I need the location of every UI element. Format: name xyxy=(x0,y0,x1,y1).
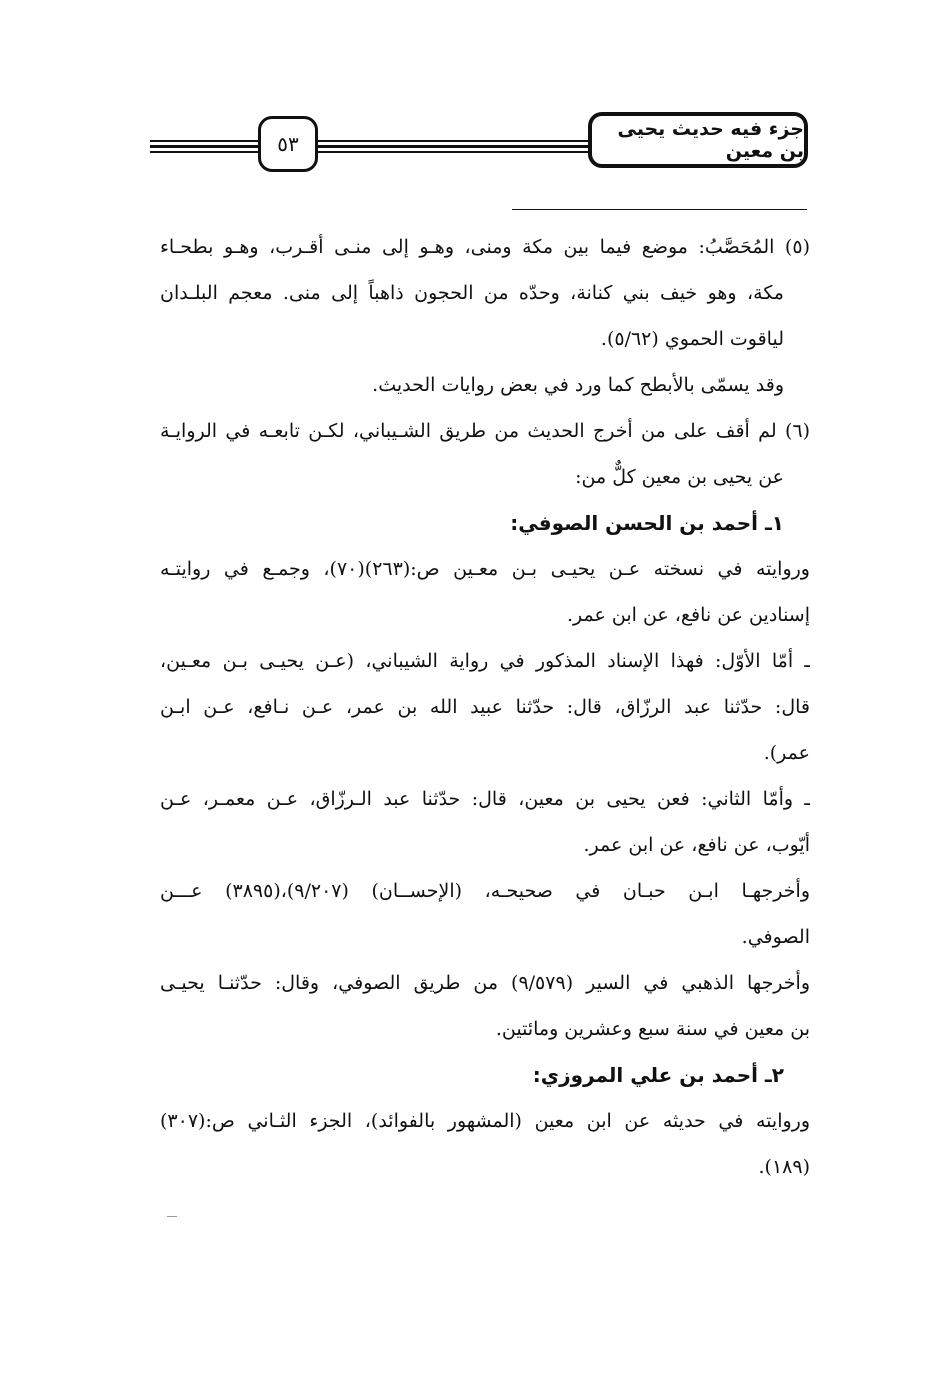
text-line: بن معين في سنة سبع وعشرين ومائتين. xyxy=(495,1018,810,1040)
text-line: عن يحيى بن معين كلٌّ من: xyxy=(575,466,784,488)
section-heading: ٢ـ أحمد بن علي المروزي: xyxy=(532,1063,784,1087)
book-title-box xyxy=(588,112,808,168)
text-line: (٦) لم أقف على من أخرج الحديث من طريق الشـيباني، لكـن تابعـه في الروايـة xyxy=(160,420,810,442)
footnotes-text xyxy=(160,224,810,1190)
header-rule-bottom xyxy=(150,151,590,153)
text-line: أيّوب، عن نافع، عن ابن عمر. xyxy=(583,834,810,856)
text-line: ـ وأمّا الثاني: فعن يحيى بن معين، قال: حدّثنا عبد الـرزّاق، عـن معمـر، عـن xyxy=(160,788,810,810)
text-line: (١٨٩). xyxy=(758,1156,810,1178)
page-number-box xyxy=(258,116,318,172)
header-rule-middle xyxy=(150,145,590,148)
section-heading: ١ـ أحمد بن الحسن الصوفي: xyxy=(510,511,784,535)
text-line: الصوفي. xyxy=(741,926,810,948)
book-title: جزء فيه حديث يحيى بن معين xyxy=(617,118,804,162)
header-rule-top xyxy=(150,140,590,142)
text-line: لياقوت الحموي (٥/٦٢). xyxy=(600,328,784,350)
text-line: إسنادين عن نافع، عن ابن عمر. xyxy=(566,604,810,626)
footnote-separator xyxy=(512,209,807,210)
text-line: وقد يسمّى بالأبطح كما ورد في بعض روايات الحديث. xyxy=(372,374,784,396)
text-line: (٥) المُحَصَّبُ: موضع فيما بين مكة ومنى، وهـو إلى منـى أقـرب، وهـو بطحـاء xyxy=(160,236,810,258)
page-number: ٥٣ xyxy=(277,132,299,156)
text-line: وروايته في نسخته عـن يحيـى بـن معـين ص:(٢٦٣)(٧٠)، وجمـع في روايتـه xyxy=(160,558,810,580)
running-header xyxy=(0,0,945,200)
text-line: وروايته في حديثه عن ابن معين (المشهور بالفوائد)، الجزء الثـاني ص:(٣٠٧) xyxy=(160,1110,810,1132)
text-line: مكة، وهو خيف بني كنانة، وحدّه من الحجون ذاهباً إلى منى. معجم البلـدان xyxy=(160,282,784,304)
text-line: وأخرجهـا ابـن حبـان في صحيحـه، (الإحســان) (٩/٢٠٧)،(٣٨٩٥) عـــن xyxy=(160,880,810,902)
text-line: وأخرجها الذهبي في السير (٩/٥٧٩) من طريق الصوفي، وقال: حدّثنـا يحيـى xyxy=(160,972,810,994)
text-line: ـ أمّا الأوّل: فهذا الإسناد المذكور في رواية الشيباني، (عـن يحيـى بـن معـين، xyxy=(160,650,810,672)
text-line: عمر). xyxy=(763,742,810,764)
text-line: قال: حدّثنا عبد الرزّاق، قال: حدّثنا عبيد الله بن عمر، عـن نـافع، عـن ابـن xyxy=(160,696,810,718)
page-mark xyxy=(167,1216,177,1217)
